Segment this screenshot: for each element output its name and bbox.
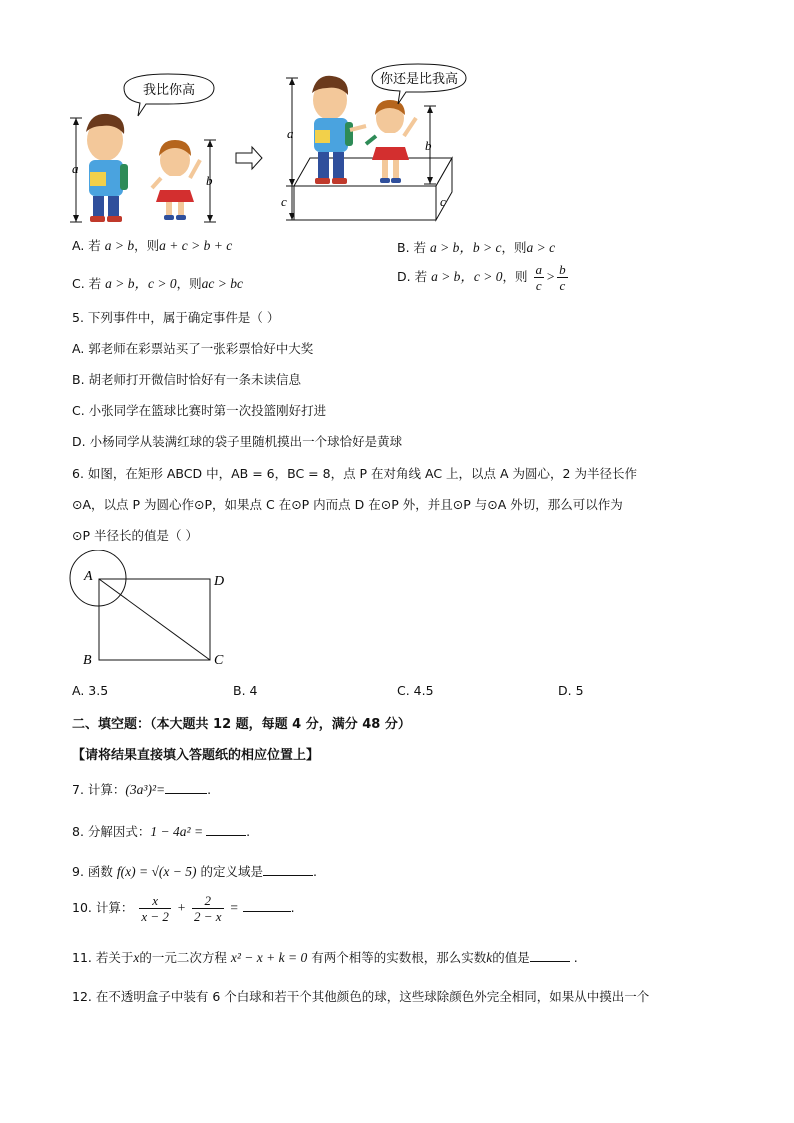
q5-stem: 5. 下列事件中，属于确定事件是（ ） [72,310,280,325]
q4-d-fraction-1: $\frac{a}{c}$ [535,262,543,293]
right-scene [281,64,466,220]
q11-answer-blank[interactable] [530,949,570,962]
vertex-d-label: D [214,574,225,589]
bubble-left-text: 我比你高 [142,83,196,98]
bubble-right-text: 你还是比我高 [379,72,459,87]
q4-option-a: A. 若 a > b，则a + c > b + c [72,238,233,253]
q5-option-a: A. 郭老师在彩票站买了一张彩票恰好中大奖 [72,341,314,356]
vertex-c-label: C [214,653,224,668]
rectangle-circle-figure [66,550,246,675]
q4-option-b: B. 若 a > b，b > c，则a > c [397,240,556,255]
q6-option-c: C. 4.5 [397,683,434,698]
label-c-right-1: c [281,194,287,209]
boy-figure [86,114,128,222]
q6-line-1: 6. 如图，在矩形 ABCD 中，AB = 6，BC = 8，点 P 在对角线 AC 上，以点 A 为圆心，2 为半径长作 [72,466,637,481]
q8-answer-blank[interactable] [206,823,246,836]
q10-answer-blank[interactable] [243,899,291,912]
q8: 8. 分解因式：1 − 4a² = . [72,824,251,839]
q6-line-3: ⊙P 半径长的值是（ ） [72,528,198,543]
q6-line-2: ⊙A，以点 P 为圆心作⊙P，如果点 C 在⊙P 内而点 D 在⊙P 外，并且⊙P 与⊙A 外切，那么可以作为 [72,497,623,512]
q6-option-d: D. 5 [558,683,584,698]
label-a-right: a [287,126,294,141]
q6-option-a: A. 3.5 [72,683,109,698]
circle-a [70,550,126,606]
q4-option-d: D. 若 a > b，c > 0，则 $\frac{a}{c}$ > $\frac{b}{c}$ [397,262,566,293]
label-b-left: b [206,173,213,188]
q6-option-b: B. 4 [233,683,258,698]
q11: 11. 若关于x的一元二次方程 x² − x + k = 0 有两个相等的实数根，那么实数k的值是 . [72,950,578,965]
q9-answer-blank[interactable] [263,863,313,876]
left-scene [70,74,216,222]
q4-d-fraction-2: $\frac{b}{c}$ [559,262,566,293]
q10-fraction-1: $\frac{x}{x - 2}$ [141,893,169,924]
vertex-a-label: A [84,569,93,584]
section-2-note: 【请将结果直接填入答题纸的相应位置上】 [72,748,320,763]
q4-option-c: C. 若 a > b，c > 0，则ac > bc [72,276,243,291]
q7: 7. 计算：(3a³)²= . [72,782,212,797]
right-arrow-icon [236,147,262,169]
q5-option-d: D. 小杨同学从装满红球的袋子里随机摸出一个球恰好是黄球 [72,434,403,449]
q5-option-b: B. 胡老师打开微信时恰好有一条未读信息 [72,372,302,387]
diagonal-ac [99,579,210,660]
girl-figure [152,140,200,220]
q10: 10. 计算： $\frac{x}{x - 2}$ + $\frac{2}{2 - x}$ = . [72,893,295,924]
q7-answer-blank[interactable] [165,781,207,794]
label-c-right-2: c [440,194,446,209]
section-2-title: 二、填空题：（本大题共 12 题，每题 4 分，满分 48 分） [72,717,411,732]
label-a-left: a [72,161,79,176]
vertex-b-label: B [83,653,92,668]
q12-line-1: 12. 在不透明盒子中装有 6 个白球和若干个其他颜色的球，这些球除颜色外完全相同，如果从中摸出一个 [72,989,650,1004]
height-comparison-illustration [60,60,480,240]
q5-option-c: C. 小张同学在篮球比赛时第一次投篮刚好打进 [72,403,327,418]
label-b-right: b [425,138,432,153]
q9: 9. 函数 f(x) = √(x − 5) 的定义域是 . [72,864,317,879]
q10-fraction-2: $\frac{2}{2 - x}$ [193,893,222,924]
